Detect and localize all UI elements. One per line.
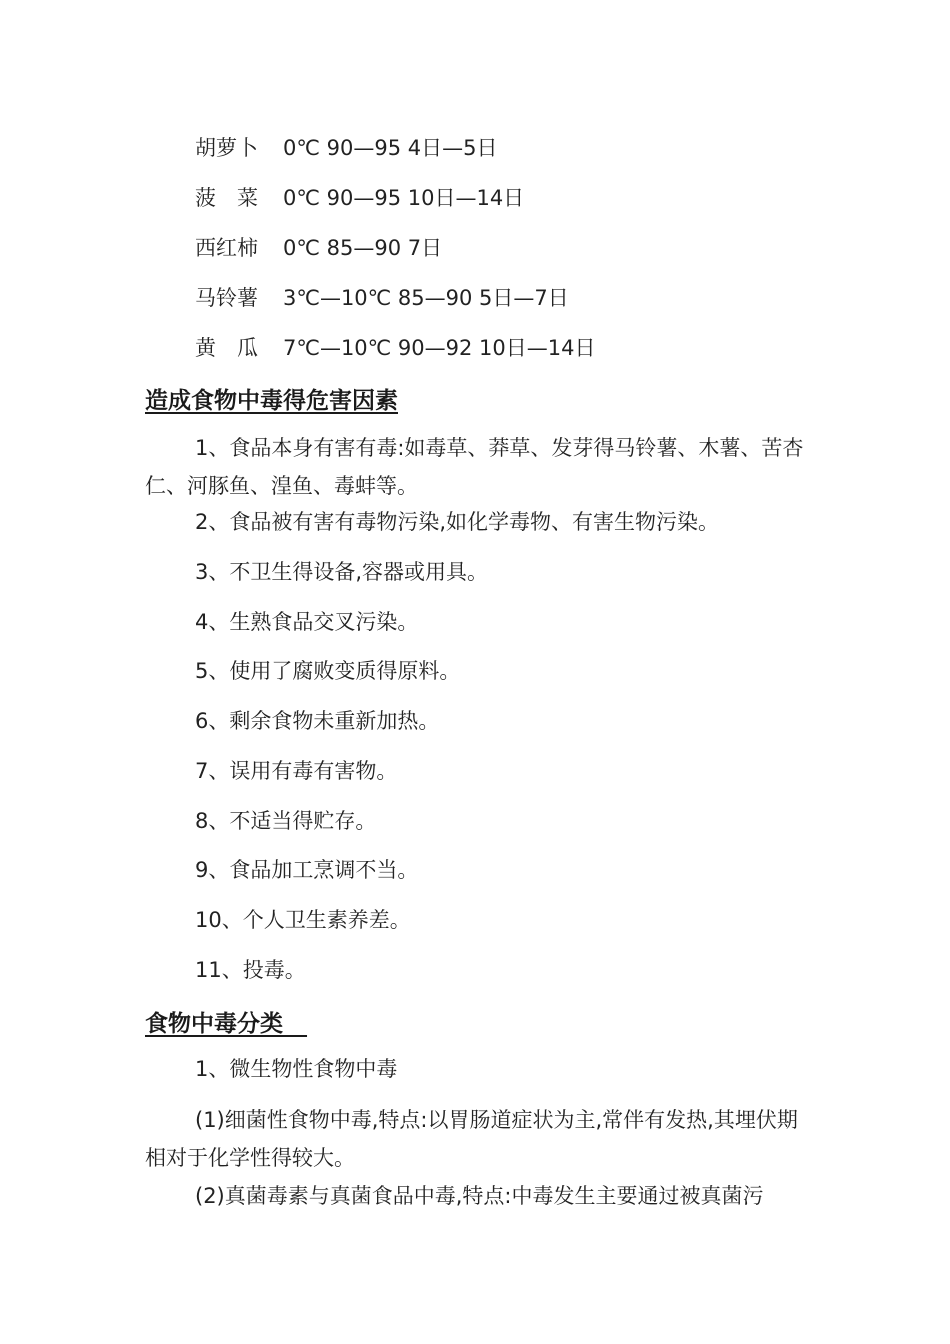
hazard-item-10: 10、个人卫生素养差。 xyxy=(195,908,411,932)
vegetable-name: 菠 菜 xyxy=(195,186,258,210)
vegetable-name: 西红柿 xyxy=(195,236,258,260)
storage-row xyxy=(195,182,596,232)
vegetable-name: 马铃薯 xyxy=(195,286,258,310)
hazard-item-3: 3、不卫生得设备,容器或用具。 xyxy=(195,560,489,584)
hazard-item-2: 2、食品被有害有毒物污染,如化学毒物、有害生物污染。 xyxy=(195,510,720,534)
storage-values: 3℃—10℃ 85—90 5日—7日 xyxy=(283,286,569,310)
hazard-item-7: 7、误用有毒有害物。 xyxy=(195,759,398,783)
section-heading-text: 食物中毒分类 xyxy=(145,1011,283,1037)
hazard-item-9: 9、食品加工烹调不当。 xyxy=(195,858,419,882)
hazard-item-11: 11、投毒。 xyxy=(195,958,306,982)
section-heading-poisoning-types xyxy=(145,1005,307,1038)
hazard-item-1: 1、食品本身有害有毒:如毒草、莽草、发芽得马铃薯、木薯、苦杏仁、河豚鱼、湟鱼、毒蚌等。 xyxy=(145,436,804,498)
storage-values: 7℃—10℃ 90—92 10日—14日 xyxy=(283,336,596,360)
storage-row xyxy=(195,232,596,282)
vegetable-name: 黄 瓜 xyxy=(195,336,258,360)
poisoning-type-paragraph-2: (2)真菌毒素与真菌食品中毒,特点:中毒发生主要通过被真菌污 xyxy=(195,1184,764,1208)
storage-values: 0℃ 90—95 4日—5日 xyxy=(283,136,498,160)
storage-table xyxy=(195,132,596,382)
hazard-item-5: 5、使用了腐败变质得原料。 xyxy=(195,659,461,683)
storage-row xyxy=(195,332,596,382)
storage-row xyxy=(195,132,596,182)
hazard-item-4: 4、生熟食品交叉污染。 xyxy=(195,610,419,634)
hazard-item-8: 8、不适当得贮存。 xyxy=(195,809,377,833)
vegetable-name: 胡萝卜 xyxy=(195,136,258,160)
hazard-item-6: 6、剩余食物未重新加热。 xyxy=(195,709,440,733)
poisoning-type-1: 1、微生物性食物中毒 xyxy=(195,1057,398,1081)
storage-values: 0℃ 90—95 10日—14日 xyxy=(283,186,525,210)
poisoning-type-paragraph-1: (1)细菌性食物中毒,特点:以胃肠道症状为主,常伴有发热,其埋伏期相对于化学性得较大。 xyxy=(145,1108,798,1170)
section-heading-hazard-factors: 造成食物中毒得危害因素 xyxy=(145,388,398,414)
storage-values: 0℃ 85—90 7日 xyxy=(283,236,443,260)
storage-row xyxy=(195,282,596,332)
